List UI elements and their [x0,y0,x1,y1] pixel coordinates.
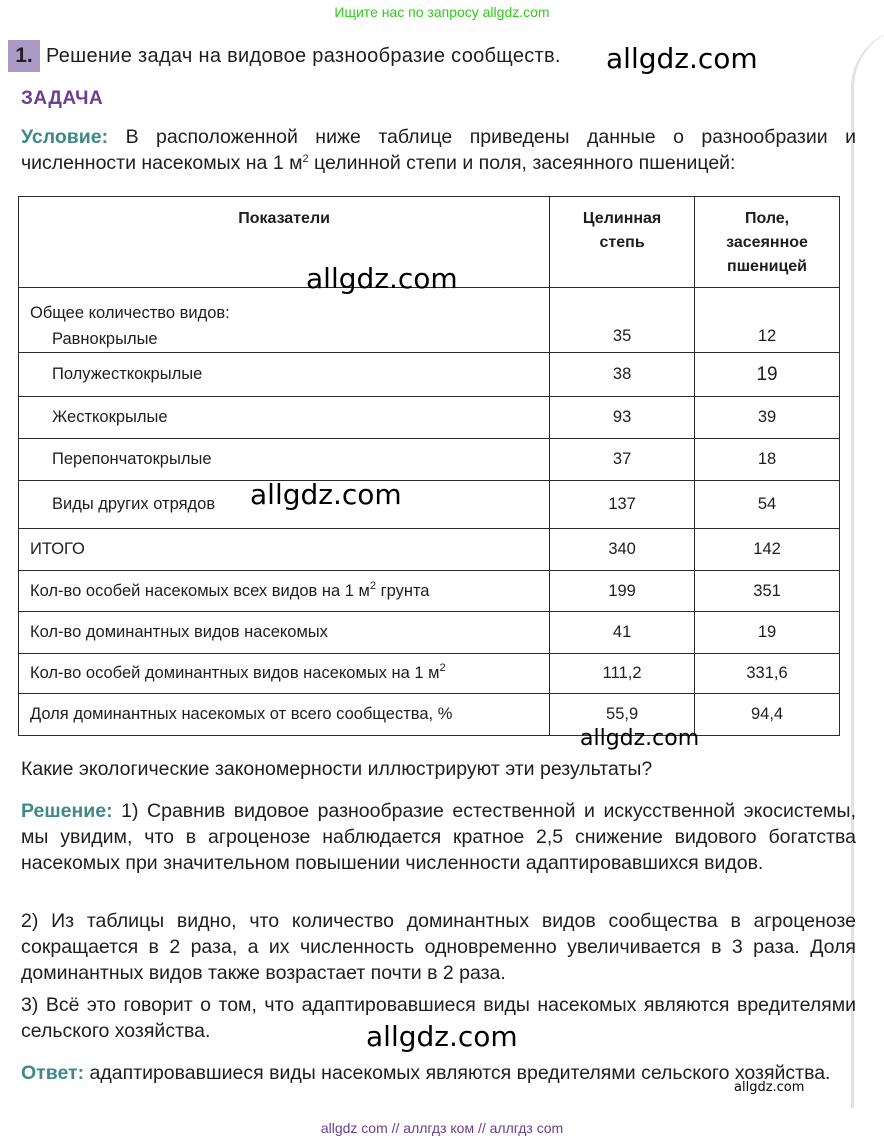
cell-field: 351 [695,571,840,612]
cell-steppe: 35 [550,288,695,353]
cell-steppe: 111,2 [550,654,695,694]
section-title: Решение задач на видовое разнообразие сообществ. [46,45,561,67]
table-row [19,481,840,529]
table-row [19,439,840,481]
cell-field: 94,4 [695,694,840,736]
cell-field: 19 [695,612,840,654]
table-row [19,288,840,353]
solution-paragraph-1 [21,798,856,876]
top-banner[interactable]: Ищите нас по запросу allgdz.com [334,4,550,20]
solution-text-1: 1) Сравнив видовое разнообразие естественной и искусственной экосистемы, мы увидим, что в агроценозе наблюдается кратное 2,5 снижение видового богатства насекомых при значительном повышении численности адаптировавшихся видов. [21,800,856,874]
header-indicator: Показатели [19,197,550,288]
cell-field: 12 [695,288,840,353]
cell-field: 18 [695,439,840,481]
cell-field: 331,6 [695,654,840,694]
cell-steppe: 137 [550,481,695,529]
condition-label: Условие: [21,126,109,148]
cell-field: 54 [695,481,840,529]
table-row [19,397,840,439]
table-row [19,694,840,736]
table-row [19,612,840,654]
solution-label: Решение: [21,800,113,822]
table-row [19,571,840,612]
superscript: 2 [439,662,446,674]
superscript: 2 [302,153,309,165]
row-label: Жесткокрылые [19,397,550,439]
solution-paragraph-3: 3) Всё это говорит о том, что адаптировавшиеся виды насекомых являются вредителями сельского хозяйства. [21,994,856,1042]
row-label [19,654,550,694]
row-label-text: Кол-во особей доминантных видов насекомых на 1 м [30,664,440,682]
row-label [19,571,550,612]
cell-steppe: 38 [550,353,695,397]
condition-text-end: целинной степи и поля, засеянного пшеницей: [308,152,736,174]
cell-field: 39 [695,397,840,439]
watermark: allgdz.com [734,1080,805,1095]
row-label: Перепончатокрылые [19,439,550,481]
cell-field: 142 [695,529,840,571]
cell-steppe: 340 [550,529,695,571]
watermark: allgdz.com [580,726,700,751]
header-steppe: Целинная степь [550,197,695,288]
footer-links[interactable]: allgdz com // аллгдз ком // аллгдз com [320,1120,564,1136]
condition-paragraph [21,124,856,176]
question-text: Какие экологические закономерности иллюстрируют эти результаты? [21,758,653,780]
table-row-total [19,529,840,571]
superscript: 2 [369,579,376,592]
watermark: allgdz.com [306,262,458,295]
table-row [19,353,840,397]
task-label: ЗАДАЧА [21,88,104,109]
watermark: allgdz.com [250,478,402,511]
cell-steppe: 199 [550,571,695,612]
row-label: Виды других отрядов [19,481,550,529]
watermark: allgdz.com [366,1020,518,1053]
answer-text: адаптировавшиеся виды насекомых являются вредителями сельского хозяйства. [89,1062,831,1084]
answer-paragraph [21,1060,856,1086]
cell-steppe: 41 [550,612,695,654]
row-label-suffix: грунта [375,581,430,600]
condition-text-start: В расположенной ниже таблице приведены данные о разнообразии и численности насекомых на 1 м [21,126,856,174]
row-label: Полужесткокрылые [19,353,550,397]
answer-label: Ответ: [21,1062,85,1084]
section-number-badge: 1. [8,40,40,72]
row-label-text: Равнокрылые [52,330,158,348]
cell-steppe: 37 [550,439,695,481]
row-label: ИТОГО [19,529,550,571]
row-label-text: Кол-во особей насекомых всех видов на 1 м [30,581,370,600]
watermark: allgdz.com [606,42,758,75]
row-label [19,288,550,353]
row-label: Кол-во доминантных видов насекомых [19,612,550,654]
cell-steppe: 55,9 [550,694,695,736]
table-row [19,654,840,694]
cell-field: 19 [695,353,840,397]
cell-steppe: 93 [550,397,695,439]
group-label: Общее количество видов: [30,304,230,322]
row-label: Доля доминантных насекомых от всего сообщества, % [19,694,550,736]
solution-paragraph-2: 2) Из таблицы видно, что количество доминантных видов сообщества в агроценозе сокращается в 2 раза, а их численность одновременно увеличивается в 3 раза. Доля доминантных видов также возрастает почти в 2 раза. [21,910,856,984]
header-field: Поле, засеянное пшеницей [695,197,840,288]
